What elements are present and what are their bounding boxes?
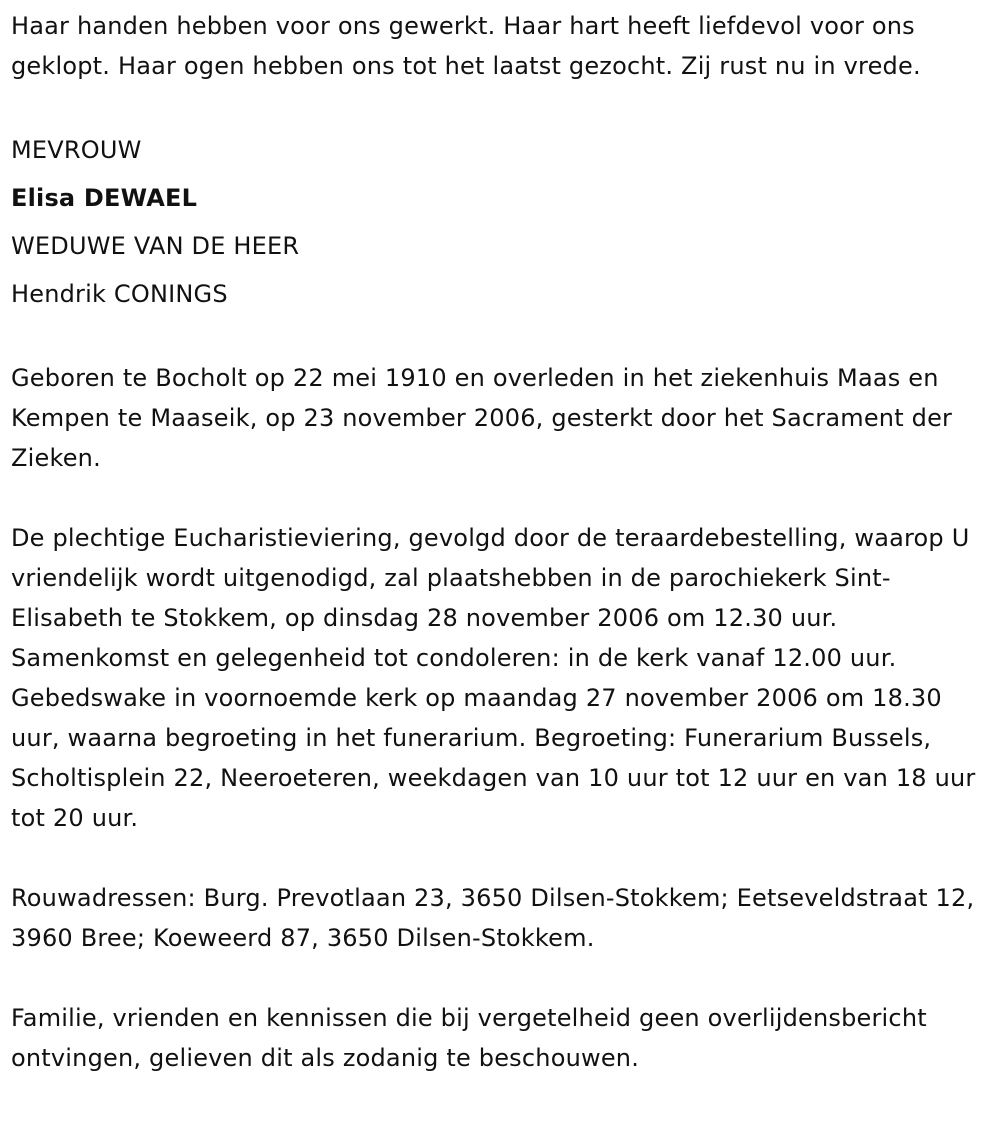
deceased-name: Elisa DEWAEL bbox=[11, 184, 198, 212]
widow-line: WEDUWE VAN DE HEER bbox=[11, 232, 300, 260]
paragraph-gap bbox=[11, 318, 986, 358]
paragraph-gap bbox=[11, 838, 986, 878]
title-line: MEVROUW bbox=[11, 136, 142, 164]
paragraph-gap bbox=[11, 958, 986, 998]
paragraph-gap bbox=[11, 478, 986, 518]
birth-death-paragraph: Geboren te Bocholt op 22 mei 1910 en overleden in het ziekenhuis Maas en Kempen te Maaseik, op 23 november 2006, gesterkt door het Sacrament der Zieken. bbox=[11, 364, 953, 472]
paragraph-gap bbox=[11, 86, 986, 126]
obituary-text bbox=[11, 0, 986, 1078]
intro-paragraph: Haar handen hebben voor ons gewerkt. Haar hart heeft liefdevol voor ons geklopt. Haar ogen hebben ons tot het laatst gezocht. Zij rust nu in vrede. bbox=[11, 12, 921, 80]
husband-name: Hendrik CONINGS bbox=[11, 280, 228, 308]
closing-paragraph: Familie, vrienden en kennissen die bij vergetelheid geen overlijdensbericht ontvingen, gelieven dit als zodanig te beschouwen. bbox=[11, 1004, 927, 1072]
ceremony-paragraph: De plechtige Eucharistieviering, gevolgd door de teraardebestelling, waarop U vriendelijk wordt uitgenodigd, zal plaatshebben in de parochiekerk Sint-Elisabeth te Stokkem, op dinsdag 28 november 2006 om 12.30 uur. Samenkomst en gelegenheid tot condoleren: in de kerk vanaf 12.00 uur. Gebedswake in voornoemde kerk op maandag 27 november 2006 om 18.30 uur, waarna begroeting in het funerarium. Begroeting: Funerarium Bussels, Scholtisplein 22, Neeroeteren, weekdagen van 10 uur tot 12 uur en van 18 uur tot 20 uur. bbox=[11, 524, 976, 832]
addresses-paragraph: Rouwadressen: Burg. Prevotlaan 23, 3650 Dilsen-Stokkem; Eetseveldstraat 12, 3960 Bree; Koeweerd 87, 3650 Dilsen-Stokkem. bbox=[11, 884, 975, 952]
